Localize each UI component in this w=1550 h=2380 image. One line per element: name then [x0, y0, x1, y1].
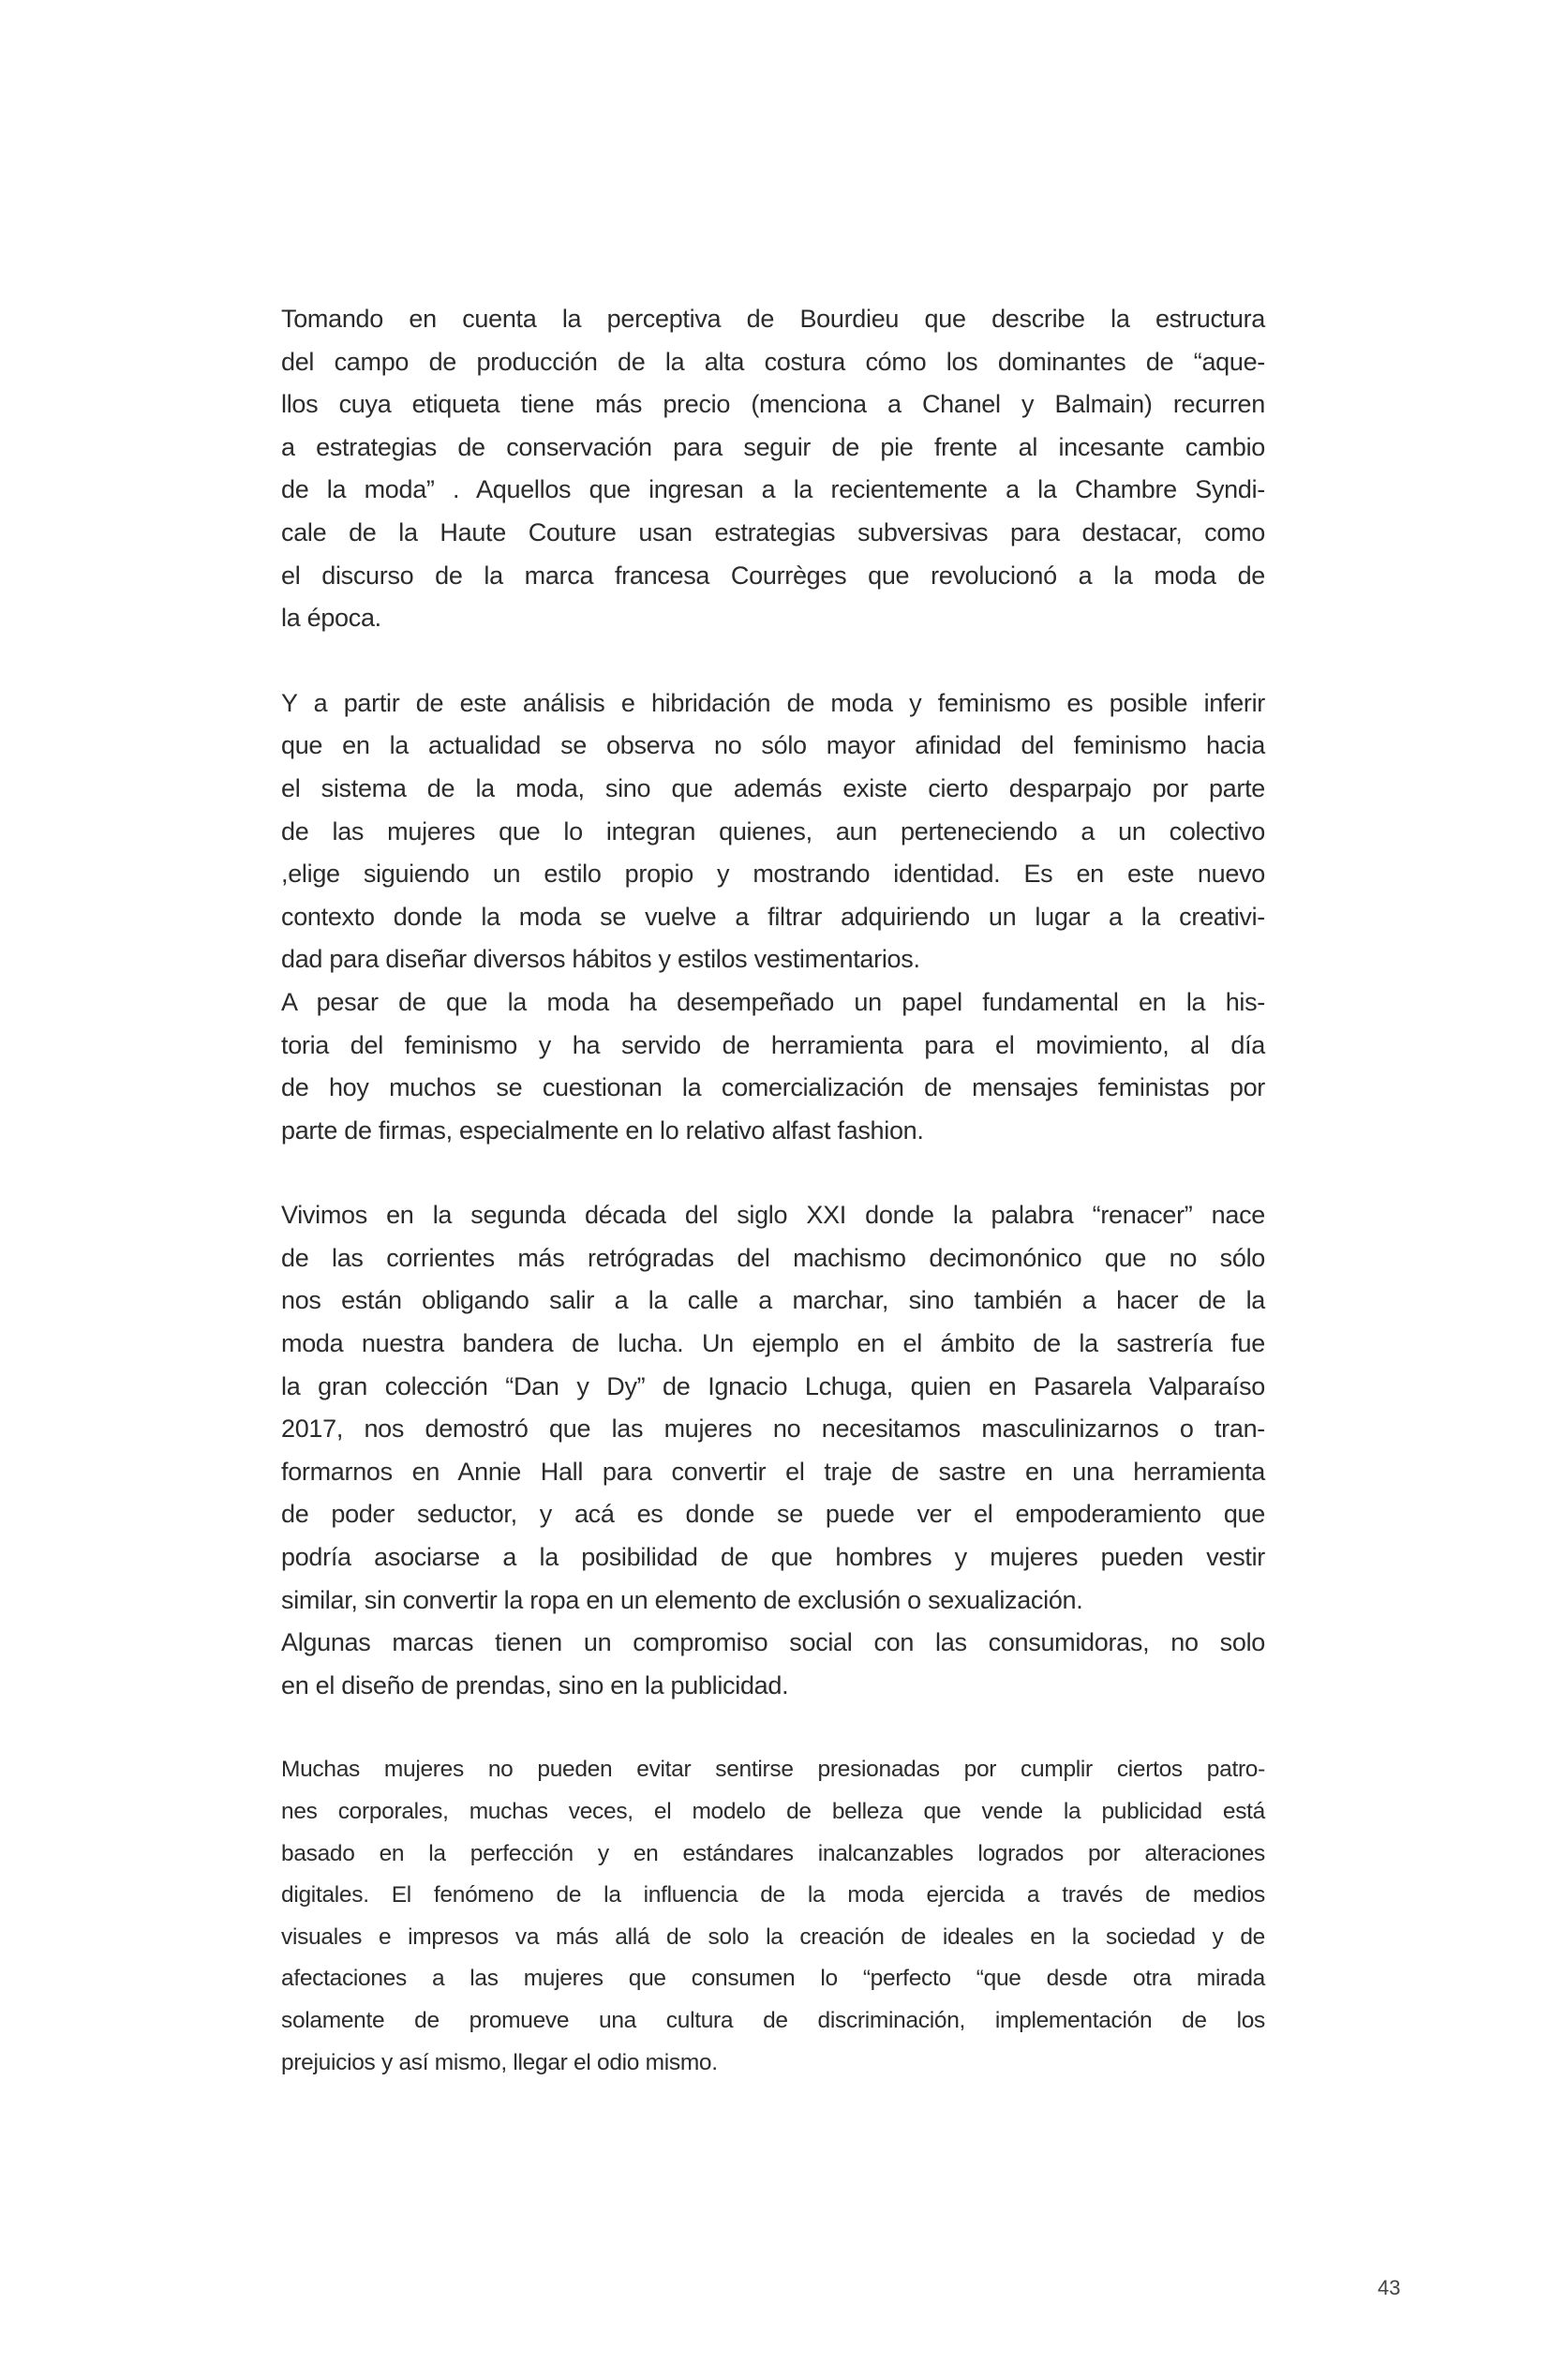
paragraph: [281, 1622, 1265, 1707]
text-line: dad para diseñar diversos hábitos y estilos vestimentarios.: [281, 945, 920, 974]
text-line: el sistema de la moda, sino que además existe cierto desparpajo por parte: [281, 773, 1265, 802]
text-line: moda nuestra bandera de lucha. Un ejemplo en el ámbito de la sastrería fue: [281, 1329, 1265, 1358]
paragraph: [281, 981, 1265, 1152]
text-line: contexto donde la moda se vuelve a filtrar adquiriendo un lugar a la creativi-: [281, 902, 1265, 931]
paragraph: [281, 1749, 1265, 2084]
text-line: cale de la Haute Couture usan estrategias subversivas para destacar, como: [281, 517, 1265, 546]
text-line: nos están obligando salir a la calle a marchar, sino también a hacer de la: [281, 1286, 1265, 1315]
text-line: ,elige siguiendo un estilo propio y mostrando identidad. Es en este nuevo: [281, 860, 1265, 889]
text-line: 2017, nos demostró que las mujeres no necesitamos masculinizarnos o tran-: [281, 1415, 1265, 1444]
text-line: que en la actualidad se observa no sólo mayor afinidad del feminismo hacia: [281, 731, 1265, 760]
paragraph: [281, 682, 1265, 981]
text-line: formarnos en Annie Hall para convertir el traje de sastre en una herramienta: [281, 1457, 1265, 1486]
text-line: solamente de promueve una cultura de discriminación, implementación de los: [281, 2007, 1265, 2033]
text-line: basado en la perfección y en estándares inalcanzables logrados por alteraciones: [281, 1840, 1265, 1866]
text-line: prejuicios y así mismo, llegar el odio mismo.: [281, 2049, 718, 2075]
text-line: llos cuya etiqueta tiene más precio (menciona a Chanel y Balmain) recurren: [281, 390, 1265, 419]
text-line: parte de firmas, especialmente en lo relativo alfast fashion.: [281, 1115, 924, 1145]
text-line: de hoy muchos se cuestionan la comercialización de mensajes feministas por: [281, 1073, 1265, 1102]
text-line: Algunas marcas tienen un compromiso social con las consumidoras, no solo: [281, 1628, 1265, 1657]
text-line: de la moda” . Aquellos que ingresan a la recientemente a la Chambre Syndi-: [281, 475, 1265, 504]
text-line: de poder seductor, y acá es donde se puede ver el empoderamiento que: [281, 1500, 1265, 1529]
text-line: afectaciones a las mujeres que consumen lo “perfecto “que desde otra mirada: [281, 1966, 1265, 1992]
paragraph: [281, 1194, 1265, 1622]
text-line: nes corporales, muchas veces, el modelo de belleza que vende la publicidad está: [281, 1799, 1265, 1824]
text-line: Y a partir de este análisis e hibridación de moda y feminismo es posible inferir: [281, 688, 1265, 717]
paragraph: [281, 298, 1265, 640]
text-line: Tomando en cuenta la perceptiva de Bourdieu que describe la estructura: [281, 305, 1265, 333]
text-line: de las corrientes más retrógradas del machismo decimonónico que no sólo: [281, 1243, 1265, 1272]
text-line: a estrategias de conservación para seguir de pie frente al incesante cambio: [281, 432, 1265, 461]
text-line: similar, sin convertir la ropa en un elemento de exclusión o sexualización.: [281, 1585, 1083, 1614]
text-line: la gran colección “Dan y Dy” de Ignacio Lchuga, quien en Pasarela Valparaíso: [281, 1371, 1265, 1400]
text-line: del campo de producción de la alta costura cómo los dominantes de “aque-: [281, 347, 1265, 376]
text-line: Vivimos en la segunda década del siglo XXI donde la palabra “renacer” nace: [281, 1201, 1265, 1230]
text-line: visuales e impresos va más allá de solo la creación de ideales en la sociedad y de: [281, 1923, 1265, 1950]
text-line: digitales. El fenómeno de la influencia de la moda ejercida a través de medios: [281, 1882, 1265, 1908]
text-line: el discurso de la marca francesa Courrèges que revolucionó a la moda de: [281, 561, 1265, 590]
text-line: toria del feminismo y ha servido de herramienta para el movimiento, al día: [281, 1030, 1265, 1059]
page-number: 43: [1378, 2276, 1401, 2299]
text-line: la época.: [281, 604, 381, 633]
text-line: podría asociarse a la posibilidad de que hombres y mujeres pueden vestir: [281, 1543, 1265, 1572]
text-line: Muchas mujeres no pueden evitar sentirse presionadas por cumplir ciertos patro-: [281, 1757, 1265, 1783]
text-line: en el diseño de prendas, sino en la publicidad.: [281, 1670, 789, 1699]
text-line: A pesar de que la moda ha desempeñado un papel fundamental en la his-: [281, 987, 1265, 1016]
text-line: de las mujeres que lo integran quienes, aun perteneciendo a un colectivo: [281, 816, 1265, 846]
body-text: [281, 298, 1265, 2084]
